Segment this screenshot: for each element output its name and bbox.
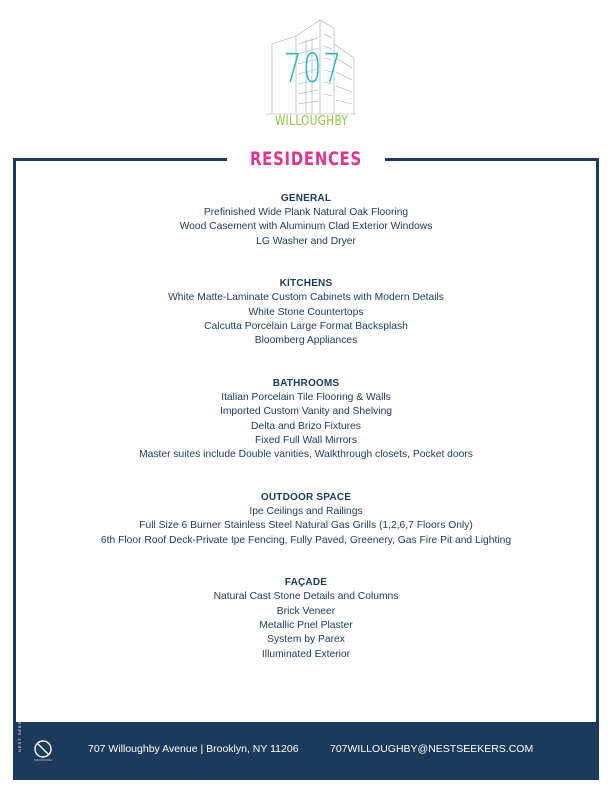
group-heading: GENERAL: [280, 193, 332, 204]
feature-list: [16, 191, 596, 689]
footer-bar: [13, 709, 599, 780]
list-item: Metallic Pnel Plaster: [259, 619, 353, 631]
logo-number: 707: [283, 46, 343, 92]
list-item: Natural Cast Stone Details and Columns: [213, 591, 399, 603]
list-item: Delta and Brizo Fixtures: [251, 420, 361, 432]
footer-address: 707 Willoughby Avenue | Brooklyn, NY 11206: [88, 743, 299, 755]
group-heading: BATHROOMS: [272, 377, 340, 389]
section-title: RESIDENCES: [249, 148, 363, 170]
list-item: Imported Custom Vanity and Shelving: [219, 406, 393, 418]
group-kitchens: [16, 276, 596, 349]
group-heading: KITCHENS: [279, 278, 333, 290]
list-item: White Matte-Laminate Custom Cabinets with Modern Details: [168, 292, 444, 304]
list-item: Bloomberg Appliances: [254, 335, 358, 347]
group-general: [16, 191, 596, 249]
nest-seekers-logo-icon: [31, 738, 55, 762]
footer-email-link[interactable]: 707WILLOUGHBY@NESTSEEKERS.COM: [330, 743, 534, 755]
group-outdoor-space: [16, 490, 596, 548]
list-item: 6th Floor Roof Deck-Private Ipe Fencing, Fully Paved, Greenery, Gas Fire Pit and Lighting: [100, 534, 512, 546]
frame-top-rule-left: [13, 158, 227, 161]
list-item: Fixed Full Wall Mirrors: [254, 435, 358, 447]
list-item: Illuminated Exterior: [261, 648, 351, 660]
logo-wordmark: WILLOUGHBY: [275, 114, 349, 129]
group-facade: [16, 575, 596, 662]
group-heading: OUTDOOR SPACE: [260, 491, 352, 503]
list-item: Italian Porcelain Tile Flooring & Walls: [221, 391, 391, 403]
list-item: Calcutta Porcelain Large Format Backsplash: [204, 321, 408, 333]
list-item: Full Size 6 Burner Stainless Steel Natural Gas Grills (1,2,6,7 Floors Only): [139, 520, 473, 532]
list-item: LG Washer and Dryer: [256, 235, 356, 247]
list-item: System by Parex: [267, 634, 345, 646]
list-item: Ipe Ceilings and Railings: [249, 505, 363, 517]
group-bathrooms: [16, 376, 596, 463]
list-item: Brick Veneer: [276, 605, 336, 617]
list-item: Master suites include Double vanities, Walkthrough closets, Pocket doors: [139, 449, 473, 461]
list-item: Wood Casement with Aluminum Clad Exterior Windows: [179, 221, 433, 233]
group-heading: FAÇADE: [284, 577, 328, 589]
footer-brand-vertical: NEST SEEKERS: [17, 709, 22, 752]
list-item: Prefinished Wide Plank Natural Oak Flooring: [203, 207, 409, 218]
list-item: White Stone Countertops: [248, 306, 364, 318]
frame-top-rule-right: [385, 158, 599, 161]
